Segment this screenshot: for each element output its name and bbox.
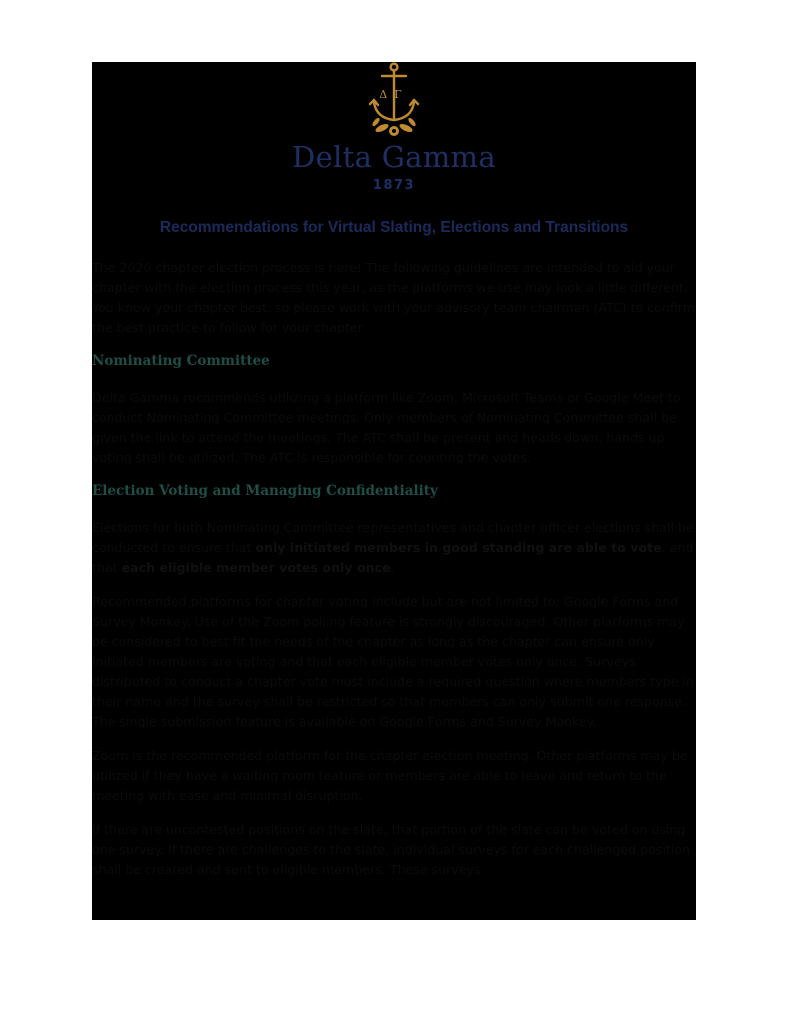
document-title: Recommendations for Virtual Slating, Elections and Transitions bbox=[159, 219, 629, 236]
document-body bbox=[92, 258, 696, 894]
anchor-icon bbox=[362, 62, 426, 142]
bold-text-run: each eligible member votes only once bbox=[121, 560, 391, 575]
election-voting-paragraph-2: Recommended platforms for chapter voting include but are not limited to: Google Forms and Survey Monkey. Use of the Zoom polling feature is strongly discouraged. Other platforms may be considered to best fit the needs of the chapter as long as the chapter can ensure only initiated members are voting and that each eligible member votes only once. Surveys distributed to conduct a chapter vote must include a required question where members type in their name and the survey shall be restricted so that members can only submit one response. The single submission feature is available on Google Forms and Survey Monkey. bbox=[92, 594, 694, 729]
intro-paragraph: The 2020 chapter election process is here! The following guidelines are intended to aid your chapter with the election process this year, as the platforms we use may look a little different. You know your chapter best, so please work with your advisory team chairman (ATC) to confirm the best practice to follow for your chapter. bbox=[92, 260, 696, 335]
section-heading-nominating-committee: Nominating Committee bbox=[92, 353, 270, 369]
document-page bbox=[92, 62, 696, 920]
election-voting-paragraph-1 bbox=[92, 518, 696, 578]
nominating-committee-paragraph: Delta Gamma recommends utilizing a platform like Zoom, Microsoft Teams or Google Meet to conduct Nominating Committee meetings. Only members of Nominating Committee shall be given the link to attend the meetings. The ATC shall be present and heads down, hands up voting shall be utilized. The ATC is responsible for counting the votes. bbox=[92, 390, 681, 465]
delta-gamma-logo bbox=[92, 62, 696, 202]
election-voting-paragraph-3: Zoom is the recommended platform for the chapter election meeting. Other platforms may be utilized if they have a waiting room feature or members are able to leave and return to the meeting with ease and minimal disruption. bbox=[92, 748, 688, 803]
svg-text:ΔΓ: ΔΓ bbox=[379, 88, 409, 101]
bold-text-run: only initiated members in good standing are able to vote bbox=[255, 540, 662, 555]
text-run: . bbox=[390, 560, 395, 575]
text-run: Elections for both Nominating Committee representatives and chapter officer elections shall be conducted to ensure that bbox=[92, 520, 694, 555]
text-run: , and that bbox=[92, 540, 694, 575]
election-voting-paragraph-4: If there are uncontested positions on the slate, that portion of the slate can be voted on using one survey. If there are challenges to the slate, individual surveys for each challenged position shall be created and sent to eligible members. These surveys bbox=[92, 822, 691, 877]
founding-year: 1873 bbox=[372, 178, 416, 193]
brand-name: Delta Gamma bbox=[292, 140, 496, 174]
section-heading-election-voting: Election Voting and Managing Confidentiality bbox=[92, 483, 438, 499]
